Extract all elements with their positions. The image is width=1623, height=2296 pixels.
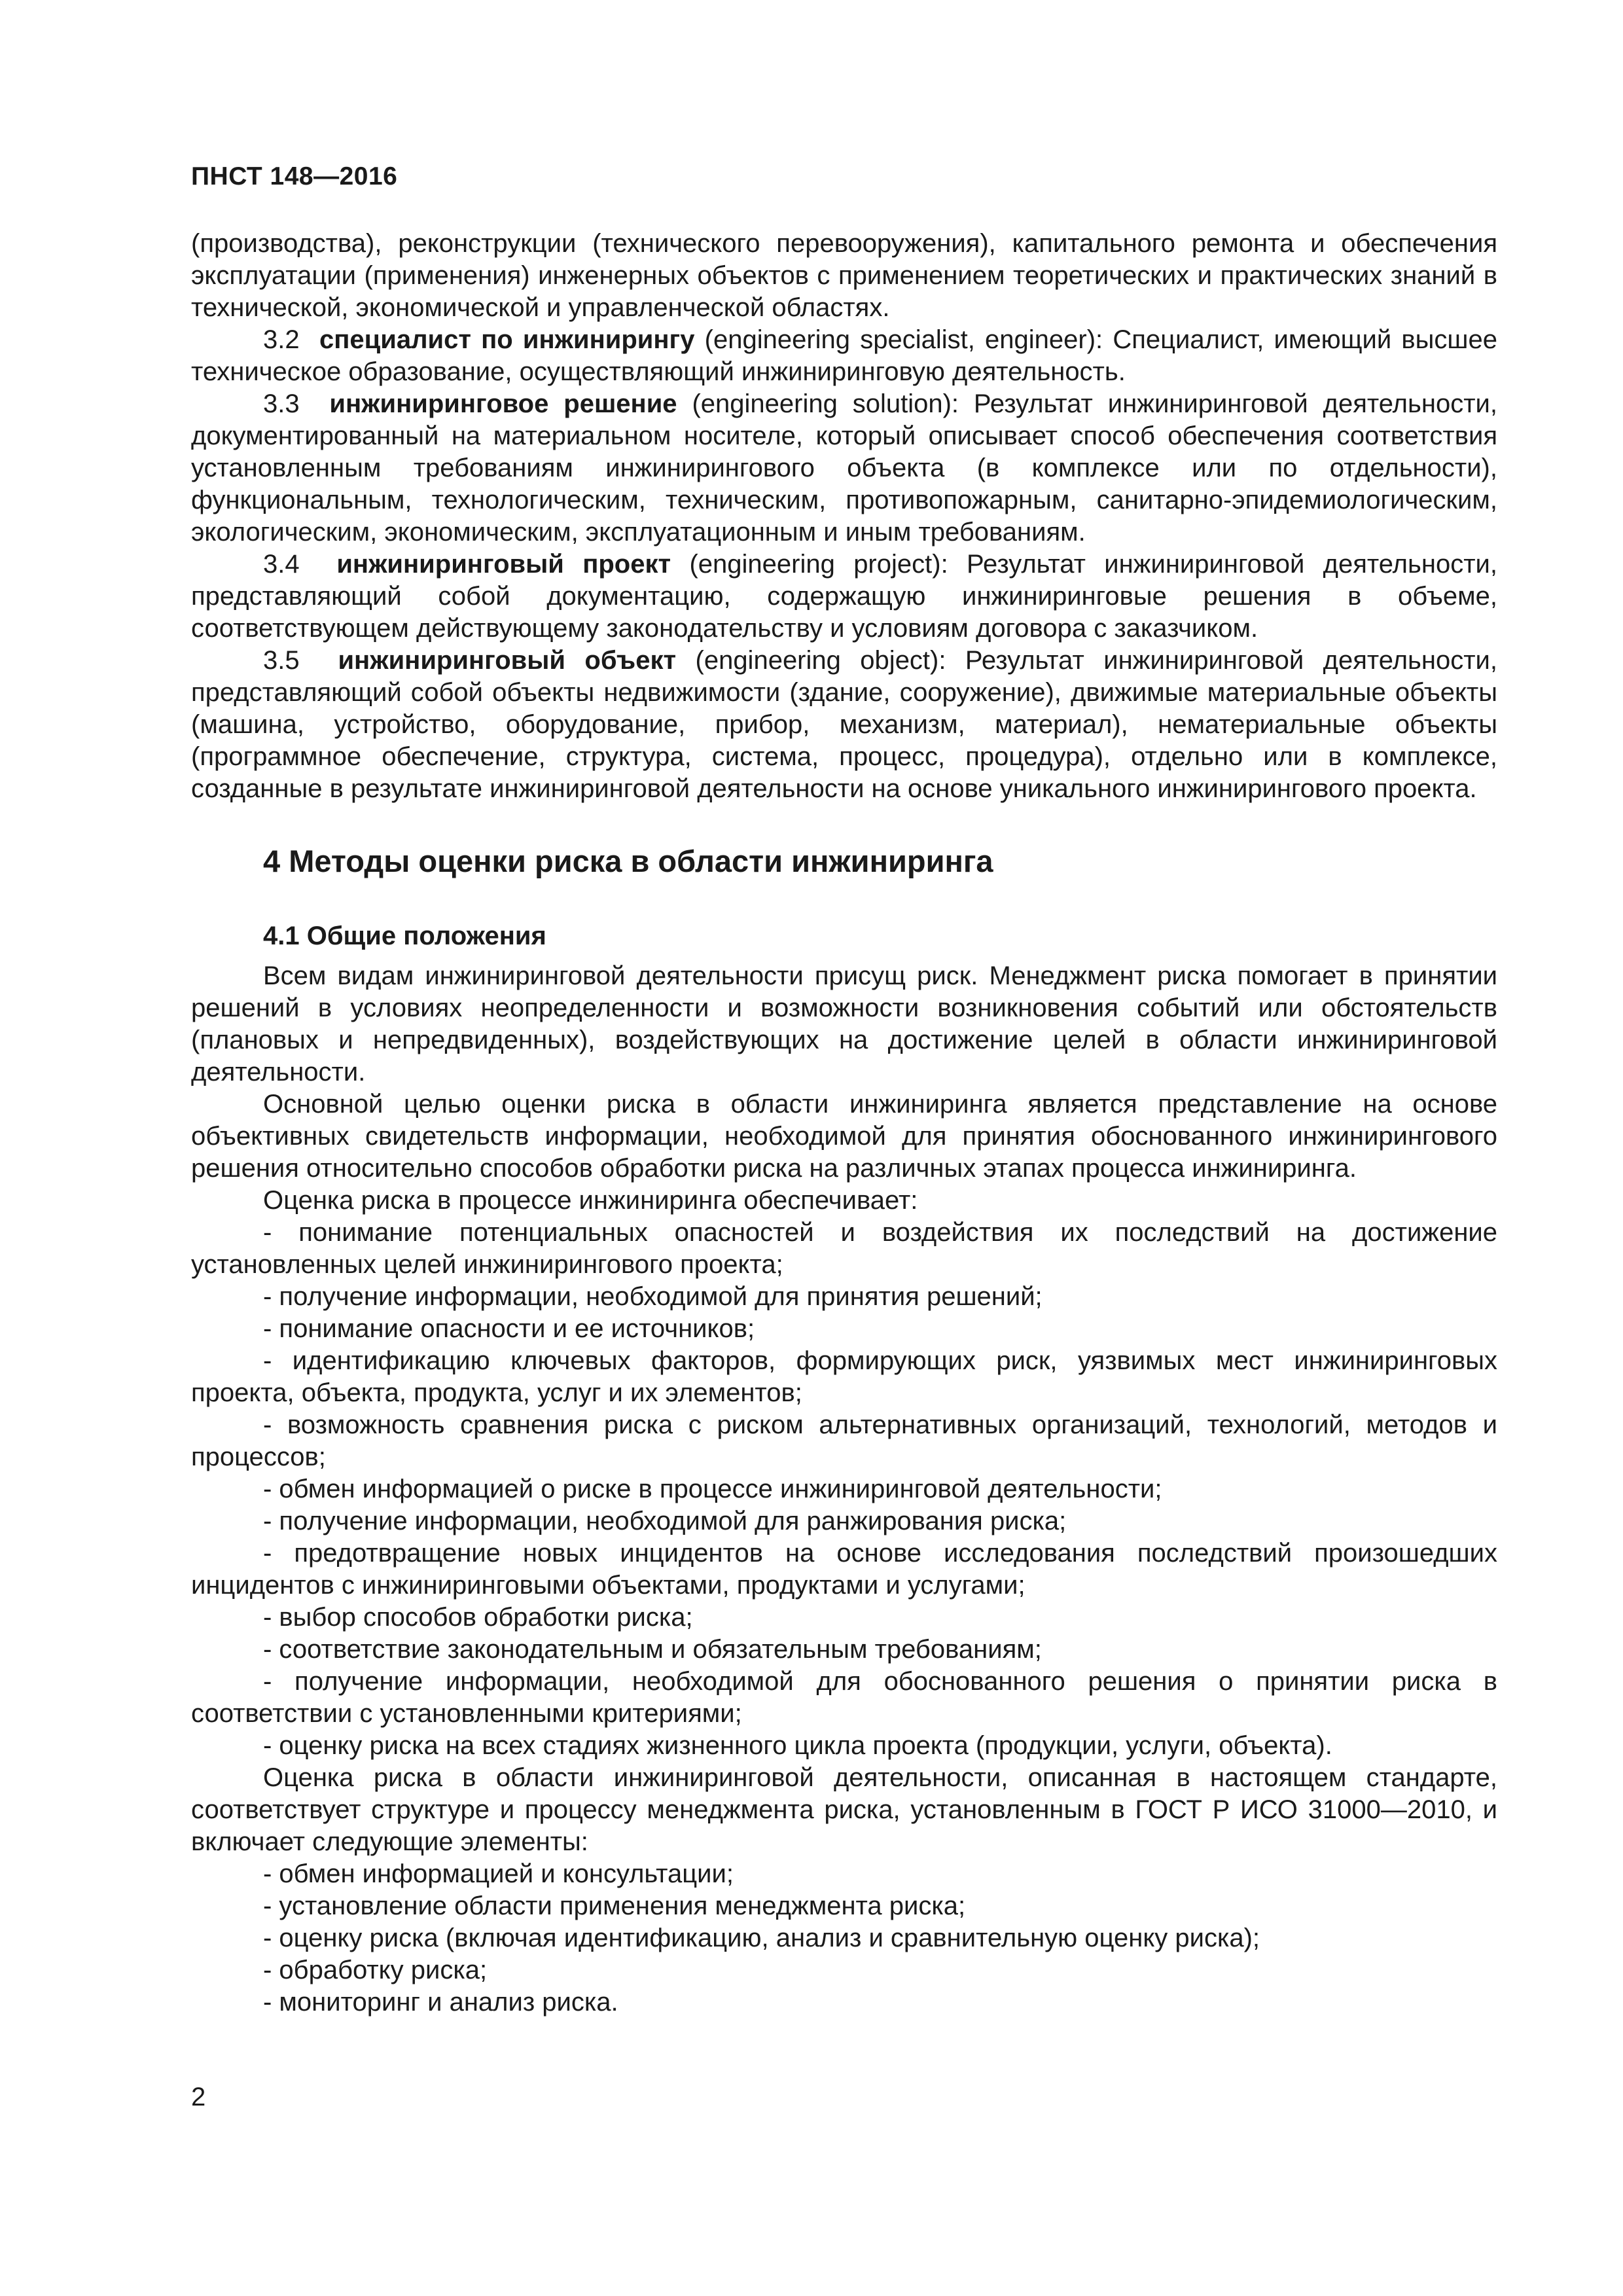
list-item: - понимание опасности и ее источников; (263, 1314, 755, 1343)
document-header: ПНСТ 148—2016 (191, 162, 398, 190)
definition-3-4: 3.4 инжиниринговый проект (engineering project): Результат инжиниринговой деятельности, представляющий собой документацию, содержащую инжиниринговые решения в объеме, соответствующем действующему законодательству и условиям договора с заказчиком. (191, 550, 1497, 643)
definition-term: инжиниринговое решение (329, 389, 677, 418)
list-item: - возможность сравнения риска с риском альтернативных организаций, технологий, методов и процессов; (191, 1410, 1497, 1471)
document-body (191, 228, 1497, 2018)
list-item: - мониторинг и анализ риска. (263, 1988, 618, 2017)
definition-3-5: 3.5 инжиниринговый объект (engineering object): Результат инжиниринговой деятельности, представляющий собой объекты недвижимости (здание, сооружение), движимые материальные объекты (машина, устройство, оборудование, прибор, механизм, материал), нематериальные объекты (программное обеспечение, структура, система, процесс, процедура), отдельно или в комплексе, созданные в результате инжиниринговой деятельности на основе уникального инжинирингового проекта. (191, 646, 1497, 803)
list-item: - соответствие законодательным и обязательным требованиям; (263, 1635, 1042, 1664)
paragraph: Оценка риска в процессе инжиниринга обеспечивает: (263, 1186, 918, 1215)
paragraph: Всем видам инжиниринговой деятельности присущ риск. Менеджмент риска помогает в принятии решений в условиях неопределенности и возможности возникновения событий или обстоятельств (плановых и непредвиденных), воздействующих на достижение целей в области инжиниринговой деятельности. (191, 961, 1497, 1086)
list-item: - выбор способов обработки риска; (263, 1603, 693, 1632)
page-number: 2 (191, 2083, 206, 2111)
section-title: 4 Методы оценки риска в области инжиниринга (263, 844, 993, 878)
definition-3-3: 3.3 инжиниринговое решение (engineering solution): Результат инжиниринговой деятельности, документированный на материальном носителе, который описывает способ обеспечения соответствия установленным требованиям инжинирингового объекта (в комплексе или по отдельности), функциональным, технологическим, техническим, противопожарным, санитарно-эпидемиологическим, экологическим, экономическим, эксплуатационным и иным требованиям. (191, 389, 1497, 547)
definition-term: специалист по инжинирингу (319, 325, 695, 354)
list-item: - получение информации, необходимой для принятия решений; (263, 1282, 1043, 1311)
list-item: - идентификацию ключевых факторов, формирующих риск, уязвимых мест инжиниринговых проекта, объекта, продукта, услуг и их элементов; (191, 1346, 1497, 1407)
list-item: - обработку риска; (263, 1956, 488, 1984)
list-item: - обмен информацией и консультации; (263, 1859, 734, 1888)
list-item: - предотвращение новых инцидентов на основе исследования последствий произошедших инцидентов с инжиниринговыми объектами, продуктами и услугами; (191, 1539, 1497, 1600)
definition-3-2: 3.2 специалист по инжинирингу (engineering specialist, engineer): Специалист, имеющий высшее техническое образование, осуществляющий инжиниринговую деятельность. (191, 325, 1497, 386)
subsection-title: 4.1 Общие положения (263, 922, 546, 950)
list-item: - оценку риска (включая идентификацию, анализ и сравнительную оценку риска); (263, 1924, 1260, 1952)
list-item: - установление области применения менеджмента риска; (263, 1892, 966, 1920)
paragraph: Оценка риска в области инжиниринговой деятельности, описанная в настоящем стандарте, соответствует структуре и процессу менеджмента риска, установленным в ГОСТ Р ИСО 31000—2010, и включает следующие элементы: (191, 1763, 1497, 1856)
definition-term: инжиниринговый проект (336, 550, 671, 579)
list-item: - понимание потенциальных опасностей и воздействия их последствий на достижение установленных целей инжинирингового проекта; (191, 1218, 1497, 1279)
paragraph: Основной целью оценки риска в области инжиниринга является представление на основе объективных свидетельств информации, необходимой для принятия обоснованного инжинирингового решения относительно способов обработки риска на различных этапах процесса инжиниринга. (191, 1090, 1497, 1183)
definition-term: инжиниринговый объект (338, 646, 677, 675)
list-item: - оценку риска на всех стадиях жизненного цикла проекта (продукции, услуги, объекта). (263, 1731, 1332, 1760)
intro-paragraph: (производства), реконструкции (технического перевооружения), капитального ремонта и обеспечения эксплуатации (применения) инженерных объектов с применением теоретических и практических знаний в технической, экономической и управленческой областях. (191, 229, 1497, 322)
list-item: - получение информации, необходимой для ранжирования риска; (263, 1507, 1067, 1535)
list-item: - обмен информацией о риске в процессе инжиниринговой деятельности; (263, 1475, 1162, 1503)
list-item: - получение информации, необходимой для обоснованного решения о принятии риска в соответствии с установленными критериями; (191, 1667, 1497, 1728)
